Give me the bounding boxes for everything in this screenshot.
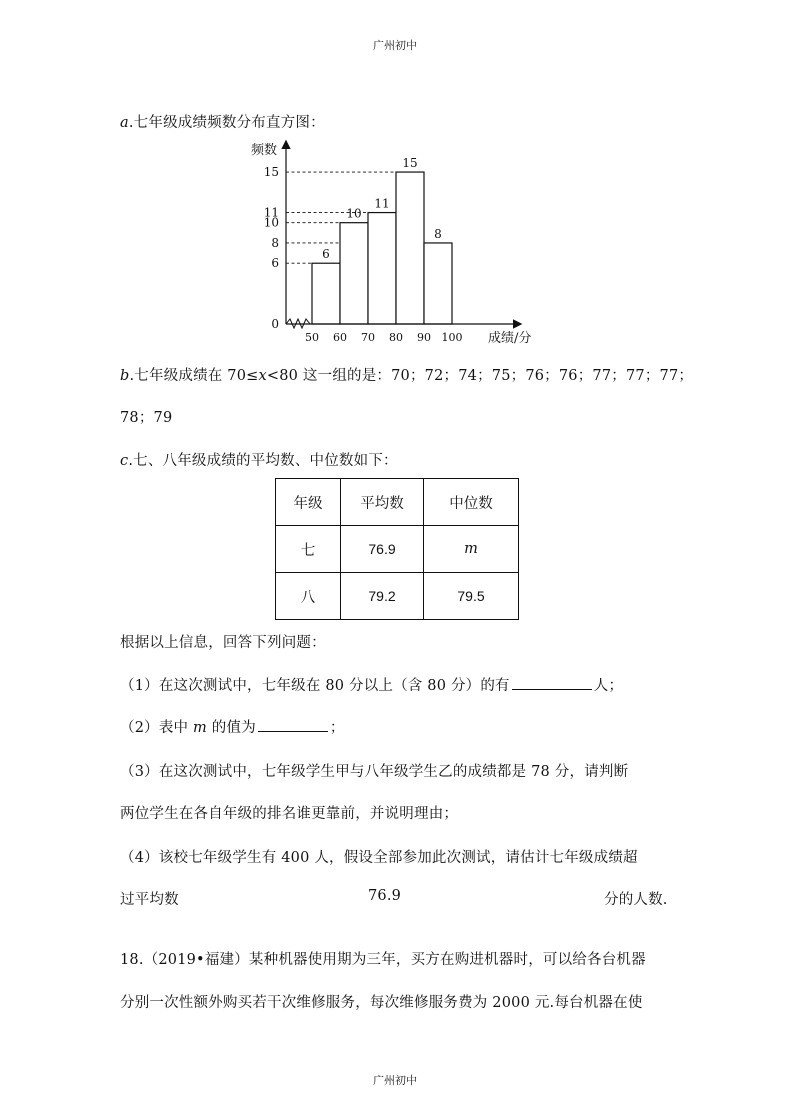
histogram-bar bbox=[396, 172, 424, 324]
question-2-text2: 的值为 bbox=[207, 720, 256, 736]
question-4-part-c: 分的人数. bbox=[604, 892, 668, 908]
table-cell-median: 79.5 bbox=[424, 573, 519, 620]
frequency-histogram bbox=[236, 132, 566, 352]
y-tick-label: 15 bbox=[263, 165, 279, 180]
y-tick-label: 11 bbox=[263, 205, 279, 220]
y-tick-label: 0 bbox=[271, 317, 279, 331]
part-c-label: c bbox=[120, 453, 129, 469]
table-row bbox=[276, 526, 519, 573]
part-a-heading bbox=[120, 111, 325, 132]
part-b-line2: 78；79 bbox=[120, 410, 173, 426]
x-tick-label: 100 bbox=[441, 331, 463, 344]
x-axis-title: 成绩/分 bbox=[488, 331, 532, 346]
question-1 bbox=[120, 674, 623, 695]
question-4-line1: （4）该校七年级学生有 400 人，假设全部参加此次测试，请估计七年级成绩超 bbox=[120, 850, 638, 866]
x-tick-label: 90 bbox=[417, 331, 431, 344]
questions-intro: 根据以上信息，回答下列问题： bbox=[120, 635, 326, 651]
part-c-text: .七、八年级成绩的平均数、中位数如下： bbox=[128, 453, 398, 469]
table-cell-grade: 八 bbox=[276, 573, 341, 620]
part-b-variable: x bbox=[258, 368, 267, 384]
table-cell-mean: 76.9 bbox=[341, 526, 424, 573]
bar-value-label: 8 bbox=[434, 226, 442, 241]
x-tick-label: 50 bbox=[305, 331, 319, 344]
x-tick-label: 70 bbox=[361, 331, 375, 344]
stats-table bbox=[275, 478, 519, 620]
question-1-suffix: 人； bbox=[593, 678, 624, 694]
table-row bbox=[276, 573, 519, 620]
histogram-bar bbox=[312, 263, 340, 324]
answer-blank-1[interactable] bbox=[512, 675, 592, 690]
x-tick-label: 80 bbox=[389, 331, 403, 344]
table-header-median: 中位数 bbox=[424, 479, 519, 526]
bar-value-label: 6 bbox=[322, 247, 330, 262]
question-4-part-a: 过平均数 bbox=[120, 892, 179, 908]
table-header-mean: 平均数 bbox=[341, 479, 424, 526]
table-header-row bbox=[276, 479, 519, 526]
question-2-suffix: ； bbox=[329, 720, 345, 736]
part-b-label: b bbox=[120, 368, 130, 384]
y-axis-title: 频数 bbox=[251, 143, 278, 158]
question-3-line2: 两位学生在各自年级的排名谁更靠前，并说明理由； bbox=[120, 806, 459, 822]
table-cell-grade: 七 bbox=[276, 526, 341, 573]
page-footer: 广州初中 bbox=[373, 1074, 417, 1087]
bar-value-label: 11 bbox=[374, 196, 390, 211]
question-4-value: 76.9 bbox=[368, 888, 402, 904]
y-tick-label: 10 bbox=[263, 215, 279, 230]
histogram-bar bbox=[424, 243, 452, 324]
question-2-text: （2）表中 bbox=[120, 720, 194, 736]
part-a-label: a bbox=[120, 115, 129, 131]
question-18-line2: 分别一次性额外购买若干次维修服务，每次维修服务费为 2000 元.每台机器在使 bbox=[120, 995, 643, 1011]
question-2 bbox=[120, 716, 345, 737]
answer-blank-2[interactable] bbox=[258, 717, 328, 732]
x-tick-label: 60 bbox=[333, 331, 347, 344]
question-18-line1: 18.（2019•福建）某种机器使用期为三年，买方在购进机器时，可以给各台机器 bbox=[120, 952, 646, 968]
table-header-grade: 年级 bbox=[276, 479, 341, 526]
part-b-line1 bbox=[120, 364, 693, 385]
question-1-text: （1）在这次测试中，七年级在 80 分以上（含 80 分）的有 bbox=[120, 678, 510, 694]
histogram-bar bbox=[340, 223, 368, 324]
bar-value-label: 15 bbox=[402, 156, 418, 171]
page-header: 广州初中 bbox=[373, 39, 417, 52]
part-b-text1: .七年级成绩在 70≤ bbox=[129, 368, 259, 384]
histogram-bar bbox=[368, 213, 396, 324]
part-a-text: .七年级成绩频数分布直方图： bbox=[128, 115, 325, 131]
question-2-variable: m bbox=[193, 720, 207, 736]
y-tick-label: 8 bbox=[271, 235, 279, 250]
part-c-heading bbox=[120, 449, 398, 470]
part-b-text2: <80 这一组的是：70；72；74；75；76；76；77；77；77； bbox=[266, 368, 694, 384]
table-cell-mean: 79.2 bbox=[341, 573, 424, 620]
question-3-line1: （3）在这次测试中，七年级学生甲与八年级学生乙的成绩都是 78 分，请判断 bbox=[120, 764, 629, 780]
table-cell-median: m bbox=[424, 526, 519, 573]
y-tick-label: 6 bbox=[271, 256, 279, 271]
bar-value-label: 10 bbox=[346, 206, 362, 221]
